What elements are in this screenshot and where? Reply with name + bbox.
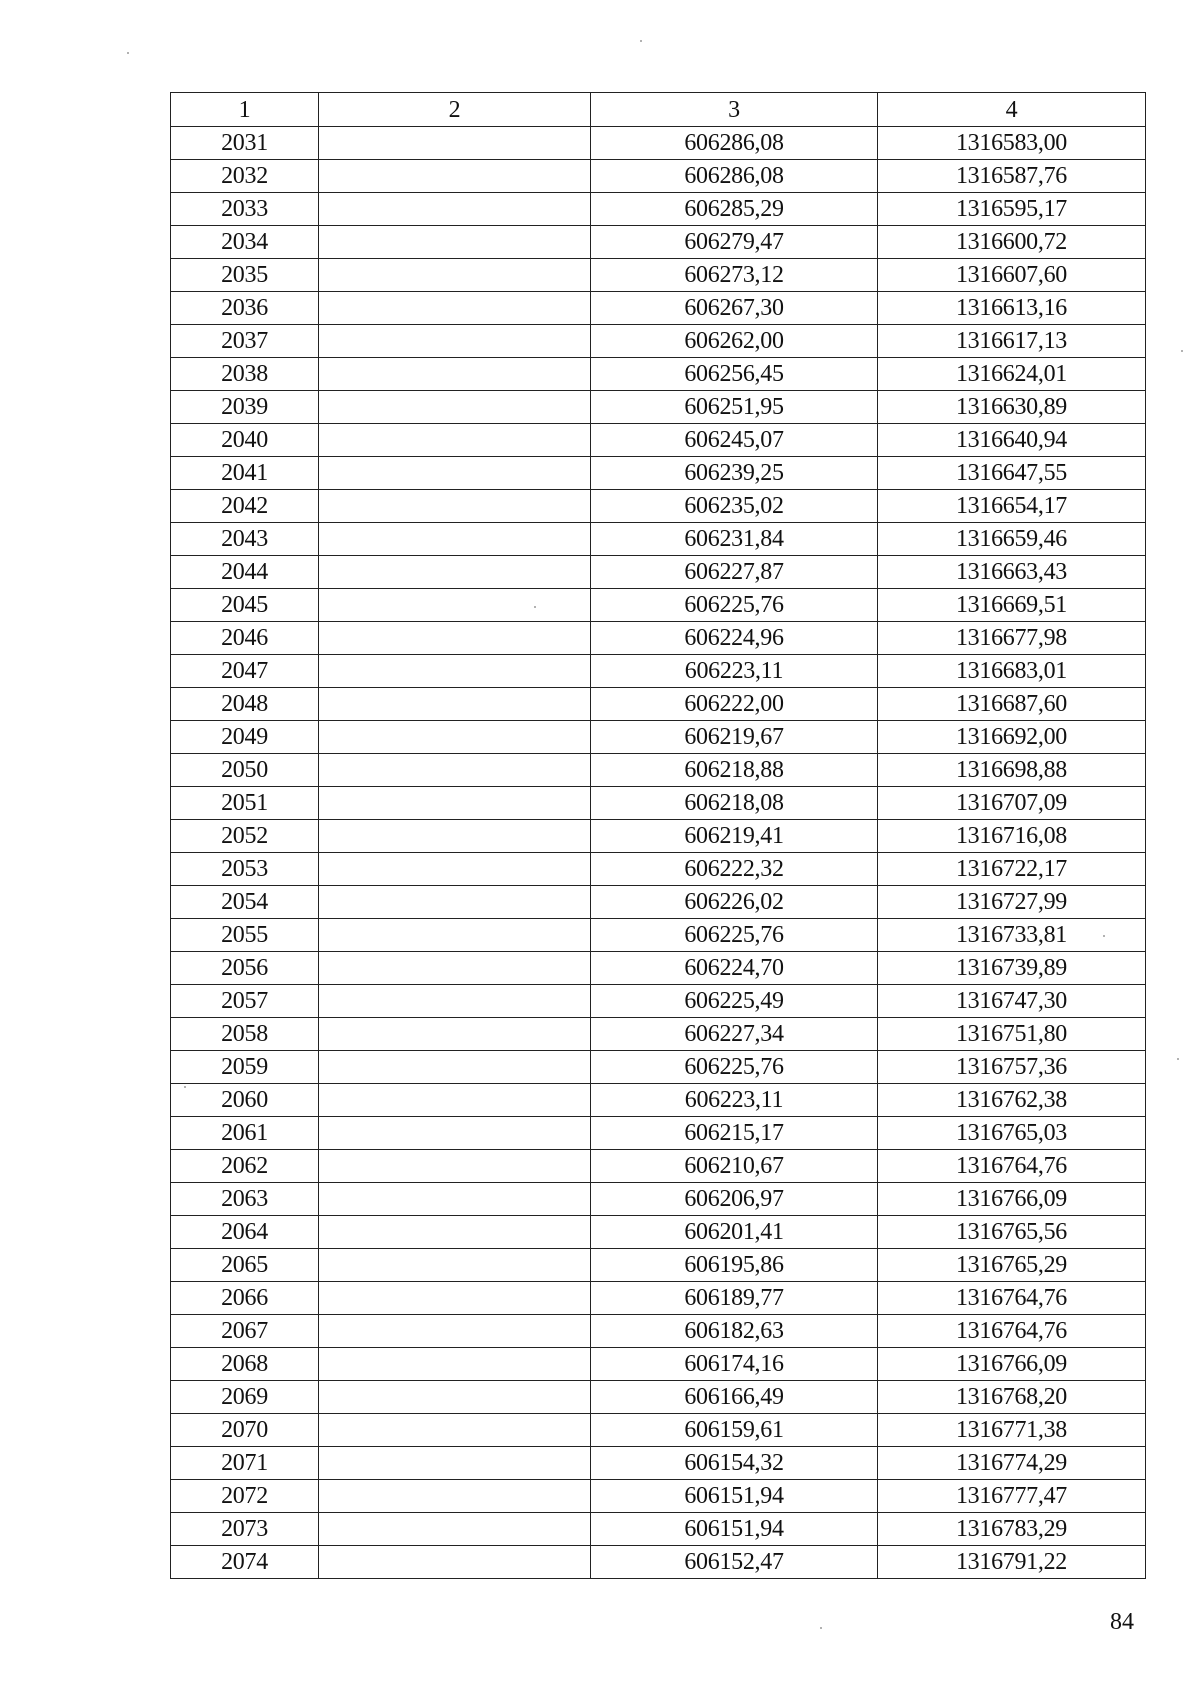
- scan-speck: [1181, 350, 1183, 352]
- y-coordinate-cell: 1316757,36: [878, 1051, 1146, 1084]
- y-coordinate-cell: 1316765,03: [878, 1117, 1146, 1150]
- table-row: [171, 1084, 1146, 1117]
- point-number-cell: 2074: [171, 1546, 319, 1579]
- x-coordinate-cell: 606195,86: [591, 1249, 878, 1282]
- y-coordinate-cell: 1316595,17: [878, 193, 1146, 226]
- point-number-cell: 2038: [171, 358, 319, 391]
- table-row: [171, 193, 1146, 226]
- y-coordinate-cell: 1316677,98: [878, 622, 1146, 655]
- y-coordinate-cell: 1316766,09: [878, 1183, 1146, 1216]
- point-number-cell: 2055: [171, 919, 319, 952]
- point-number-cell: 2065: [171, 1249, 319, 1282]
- x-coordinate-cell: 606222,00: [591, 688, 878, 721]
- x-coordinate-cell: 606273,12: [591, 259, 878, 292]
- x-coordinate-cell: 606223,11: [591, 1084, 878, 1117]
- y-coordinate-cell: 1316764,76: [878, 1282, 1146, 1315]
- point-number-cell: 2049: [171, 721, 319, 754]
- empty-cell: [319, 787, 591, 820]
- table-row: [171, 1018, 1146, 1051]
- x-coordinate-cell: 606286,08: [591, 160, 878, 193]
- empty-cell: [319, 1282, 591, 1315]
- empty-cell: [319, 1348, 591, 1381]
- point-number-cell: 2058: [171, 1018, 319, 1051]
- empty-cell: [319, 1084, 591, 1117]
- column-header-1: 1: [171, 93, 319, 127]
- y-coordinate-cell: 1316765,56: [878, 1216, 1146, 1249]
- y-coordinate-cell: 1316765,29: [878, 1249, 1146, 1282]
- point-number-cell: 2034: [171, 226, 319, 259]
- x-coordinate-cell: 606279,47: [591, 226, 878, 259]
- x-coordinate-cell: 606245,07: [591, 424, 878, 457]
- table-row: [171, 457, 1146, 490]
- point-number-cell: 2073: [171, 1513, 319, 1546]
- table-row: [171, 1348, 1146, 1381]
- point-number-cell: 2064: [171, 1216, 319, 1249]
- point-number-cell: 2063: [171, 1183, 319, 1216]
- point-number-cell: 2037: [171, 325, 319, 358]
- scan-speck: [127, 52, 129, 54]
- column-header-4: 4: [878, 93, 1146, 127]
- point-number-cell: 2054: [171, 886, 319, 919]
- empty-cell: [319, 490, 591, 523]
- point-number-cell: 2056: [171, 952, 319, 985]
- y-coordinate-cell: 1316624,01: [878, 358, 1146, 391]
- point-number-cell: 2042: [171, 490, 319, 523]
- point-number-cell: 2060: [171, 1084, 319, 1117]
- point-number-cell: 2033: [171, 193, 319, 226]
- table-row: [171, 1117, 1146, 1150]
- y-coordinate-cell: 1316766,09: [878, 1348, 1146, 1381]
- table-row: [171, 556, 1146, 589]
- y-coordinate-cell: 1316692,00: [878, 721, 1146, 754]
- point-number-cell: 2071: [171, 1447, 319, 1480]
- empty-cell: [319, 1216, 591, 1249]
- point-number-cell: 2032: [171, 160, 319, 193]
- table-row: [171, 424, 1146, 457]
- x-coordinate-cell: 606215,17: [591, 1117, 878, 1150]
- table-row: [171, 919, 1146, 952]
- y-coordinate-cell: 1316764,76: [878, 1315, 1146, 1348]
- empty-cell: [319, 1249, 591, 1282]
- table-row: [171, 622, 1146, 655]
- empty-cell: [319, 688, 591, 721]
- x-coordinate-cell: 606219,41: [591, 820, 878, 853]
- point-number-cell: 2053: [171, 853, 319, 886]
- table-row: [171, 226, 1146, 259]
- y-coordinate-cell: 1316733,81: [878, 919, 1146, 952]
- empty-cell: [319, 292, 591, 325]
- table-row: [171, 1414, 1146, 1447]
- y-coordinate-cell: 1316747,30: [878, 985, 1146, 1018]
- table-row: [171, 259, 1146, 292]
- scan-speck: [640, 40, 642, 42]
- x-coordinate-cell: 606219,67: [591, 721, 878, 754]
- point-number-cell: 2043: [171, 523, 319, 556]
- point-number-cell: 2036: [171, 292, 319, 325]
- table-row: [171, 754, 1146, 787]
- empty-cell: [319, 1018, 591, 1051]
- empty-cell: [319, 523, 591, 556]
- y-coordinate-cell: 1316722,17: [878, 853, 1146, 886]
- x-coordinate-cell: 606159,61: [591, 1414, 878, 1447]
- table-row: [171, 490, 1146, 523]
- x-coordinate-cell: 606231,84: [591, 523, 878, 556]
- table-row: [171, 655, 1146, 688]
- x-coordinate-cell: 606267,30: [591, 292, 878, 325]
- x-coordinate-cell: 606218,08: [591, 787, 878, 820]
- point-number-cell: 2062: [171, 1150, 319, 1183]
- table-row: [171, 853, 1146, 886]
- point-number-cell: 2040: [171, 424, 319, 457]
- y-coordinate-cell: 1316771,38: [878, 1414, 1146, 1447]
- x-coordinate-cell: 606206,97: [591, 1183, 878, 1216]
- x-coordinate-cell: 606224,70: [591, 952, 878, 985]
- empty-cell: [319, 1150, 591, 1183]
- x-coordinate-cell: 606262,00: [591, 325, 878, 358]
- x-coordinate-cell: 606222,32: [591, 853, 878, 886]
- point-number-cell: 2052: [171, 820, 319, 853]
- empty-cell: [319, 589, 591, 622]
- empty-cell: [319, 721, 591, 754]
- table-row: [171, 952, 1146, 985]
- table-row: [171, 1150, 1146, 1183]
- y-coordinate-cell: 1316640,94: [878, 424, 1146, 457]
- x-coordinate-cell: 606226,02: [591, 886, 878, 919]
- x-coordinate-cell: 606154,32: [591, 1447, 878, 1480]
- empty-cell: [319, 853, 591, 886]
- point-number-cell: 2068: [171, 1348, 319, 1381]
- y-coordinate-cell: 1316600,72: [878, 226, 1146, 259]
- x-coordinate-cell: 606182,63: [591, 1315, 878, 1348]
- table-row: [171, 721, 1146, 754]
- y-coordinate-cell: 1316764,76: [878, 1150, 1146, 1183]
- table-row: [171, 1315, 1146, 1348]
- empty-cell: [319, 952, 591, 985]
- x-coordinate-cell: 606218,88: [591, 754, 878, 787]
- x-coordinate-cell: 606151,94: [591, 1480, 878, 1513]
- y-coordinate-cell: 1316727,99: [878, 886, 1146, 919]
- x-coordinate-cell: 606224,96: [591, 622, 878, 655]
- point-number-cell: 2035: [171, 259, 319, 292]
- x-coordinate-cell: 606286,08: [591, 127, 878, 160]
- empty-cell: [319, 325, 591, 358]
- point-number-cell: 2061: [171, 1117, 319, 1150]
- table-row: [171, 1183, 1146, 1216]
- y-coordinate-cell: 1316617,13: [878, 325, 1146, 358]
- point-number-cell: 2069: [171, 1381, 319, 1414]
- x-coordinate-cell: 606239,25: [591, 457, 878, 490]
- x-coordinate-cell: 606285,29: [591, 193, 878, 226]
- x-coordinate-cell: 606210,67: [591, 1150, 878, 1183]
- table-row: [171, 1249, 1146, 1282]
- point-number-cell: 2066: [171, 1282, 319, 1315]
- y-coordinate-cell: 1316698,88: [878, 754, 1146, 787]
- y-coordinate-cell: 1316751,80: [878, 1018, 1146, 1051]
- empty-cell: [319, 1183, 591, 1216]
- table-row: [171, 1546, 1146, 1579]
- table-row: [171, 787, 1146, 820]
- x-coordinate-cell: 606201,41: [591, 1216, 878, 1249]
- table-row: [171, 820, 1146, 853]
- y-coordinate-cell: 1316777,47: [878, 1480, 1146, 1513]
- x-coordinate-cell: 606223,11: [591, 655, 878, 688]
- x-coordinate-cell: 606166,49: [591, 1381, 878, 1414]
- empty-cell: [319, 919, 591, 952]
- empty-cell: [319, 193, 591, 226]
- empty-cell: [319, 1447, 591, 1480]
- table-row: [171, 391, 1146, 424]
- x-coordinate-cell: 606227,87: [591, 556, 878, 589]
- empty-cell: [319, 1414, 591, 1447]
- point-number-cell: 2059: [171, 1051, 319, 1084]
- table-row: [171, 1216, 1146, 1249]
- table-row: [171, 985, 1146, 1018]
- table-row: [171, 358, 1146, 391]
- column-header-3: 3: [591, 93, 878, 127]
- y-coordinate-cell: 1316647,55: [878, 457, 1146, 490]
- y-coordinate-cell: 1316613,16: [878, 292, 1146, 325]
- point-number-cell: 2045: [171, 589, 319, 622]
- y-coordinate-cell: 1316791,22: [878, 1546, 1146, 1579]
- x-coordinate-cell: 606174,16: [591, 1348, 878, 1381]
- point-number-cell: 2072: [171, 1480, 319, 1513]
- empty-cell: [319, 424, 591, 457]
- point-number-cell: 2067: [171, 1315, 319, 1348]
- point-number-cell: 2050: [171, 754, 319, 787]
- point-number-cell: 2039: [171, 391, 319, 424]
- table-row: [171, 1282, 1146, 1315]
- x-coordinate-cell: 606152,47: [591, 1546, 878, 1579]
- empty-cell: [319, 1051, 591, 1084]
- empty-cell: [319, 1546, 591, 1579]
- y-coordinate-cell: 1316587,76: [878, 160, 1146, 193]
- column-header-2: 2: [319, 93, 591, 127]
- empty-cell: [319, 754, 591, 787]
- empty-cell: [319, 259, 591, 292]
- scan-speck: [1177, 1058, 1179, 1060]
- empty-cell: [319, 160, 591, 193]
- y-coordinate-cell: 1316630,89: [878, 391, 1146, 424]
- point-number-cell: 2051: [171, 787, 319, 820]
- y-coordinate-cell: 1316716,08: [878, 820, 1146, 853]
- y-coordinate-cell: 1316762,38: [878, 1084, 1146, 1117]
- x-coordinate-cell: 606225,76: [591, 589, 878, 622]
- empty-cell: [319, 226, 591, 259]
- table-row: [171, 325, 1146, 358]
- y-coordinate-cell: 1316687,60: [878, 688, 1146, 721]
- y-coordinate-cell: 1316669,51: [878, 589, 1146, 622]
- point-number-cell: 2057: [171, 985, 319, 1018]
- table-row: [171, 886, 1146, 919]
- empty-cell: [319, 358, 591, 391]
- coordinate-table-body: [171, 93, 1146, 1579]
- y-coordinate-cell: 1316768,20: [878, 1381, 1146, 1414]
- point-number-cell: 2044: [171, 556, 319, 589]
- empty-cell: [319, 457, 591, 490]
- empty-cell: [319, 127, 591, 160]
- x-coordinate-cell: 606225,49: [591, 985, 878, 1018]
- x-coordinate-cell: 606225,76: [591, 1051, 878, 1084]
- empty-cell: [319, 1480, 591, 1513]
- scan-speck: [820, 1627, 822, 1629]
- y-coordinate-cell: 1316783,29: [878, 1513, 1146, 1546]
- header-row: [171, 93, 1146, 127]
- y-coordinate-cell: 1316607,60: [878, 259, 1146, 292]
- y-coordinate-cell: 1316583,00: [878, 127, 1146, 160]
- y-coordinate-cell: 1316739,89: [878, 952, 1146, 985]
- y-coordinate-cell: 1316659,46: [878, 523, 1146, 556]
- point-number-cell: 2048: [171, 688, 319, 721]
- x-coordinate-cell: 606189,77: [591, 1282, 878, 1315]
- page-number: 84: [1110, 1609, 1134, 1635]
- x-coordinate-cell: 606251,95: [591, 391, 878, 424]
- point-number-cell: 2031: [171, 127, 319, 160]
- empty-cell: [319, 655, 591, 688]
- y-coordinate-cell: 1316654,17: [878, 490, 1146, 523]
- empty-cell: [319, 820, 591, 853]
- table-row: [171, 589, 1146, 622]
- table-row: [171, 1381, 1146, 1414]
- empty-cell: [319, 556, 591, 589]
- x-coordinate-cell: 606227,34: [591, 1018, 878, 1051]
- x-coordinate-cell: 606151,94: [591, 1513, 878, 1546]
- table-row: [171, 688, 1146, 721]
- y-coordinate-cell: 1316774,29: [878, 1447, 1146, 1480]
- table-row: [171, 1447, 1146, 1480]
- table-row: [171, 292, 1146, 325]
- empty-cell: [319, 391, 591, 424]
- x-coordinate-cell: 606235,02: [591, 490, 878, 523]
- empty-cell: [319, 886, 591, 919]
- table-row: [171, 1051, 1146, 1084]
- point-number-cell: 2041: [171, 457, 319, 490]
- table-row: [171, 523, 1146, 556]
- y-coordinate-cell: 1316683,01: [878, 655, 1146, 688]
- y-coordinate-cell: 1316707,09: [878, 787, 1146, 820]
- empty-cell: [319, 622, 591, 655]
- empty-cell: [319, 1513, 591, 1546]
- point-number-cell: 2070: [171, 1414, 319, 1447]
- table-row: [171, 127, 1146, 160]
- empty-cell: [319, 985, 591, 1018]
- table-row: [171, 1513, 1146, 1546]
- empty-cell: [319, 1315, 591, 1348]
- point-number-cell: 2047: [171, 655, 319, 688]
- coordinate-table: [170, 92, 1146, 1579]
- y-coordinate-cell: 1316663,43: [878, 556, 1146, 589]
- x-coordinate-cell: 606225,76: [591, 919, 878, 952]
- x-coordinate-cell: 606256,45: [591, 358, 878, 391]
- table-row: [171, 160, 1146, 193]
- point-number-cell: 2046: [171, 622, 319, 655]
- empty-cell: [319, 1381, 591, 1414]
- empty-cell: [319, 1117, 591, 1150]
- table-row: [171, 1480, 1146, 1513]
